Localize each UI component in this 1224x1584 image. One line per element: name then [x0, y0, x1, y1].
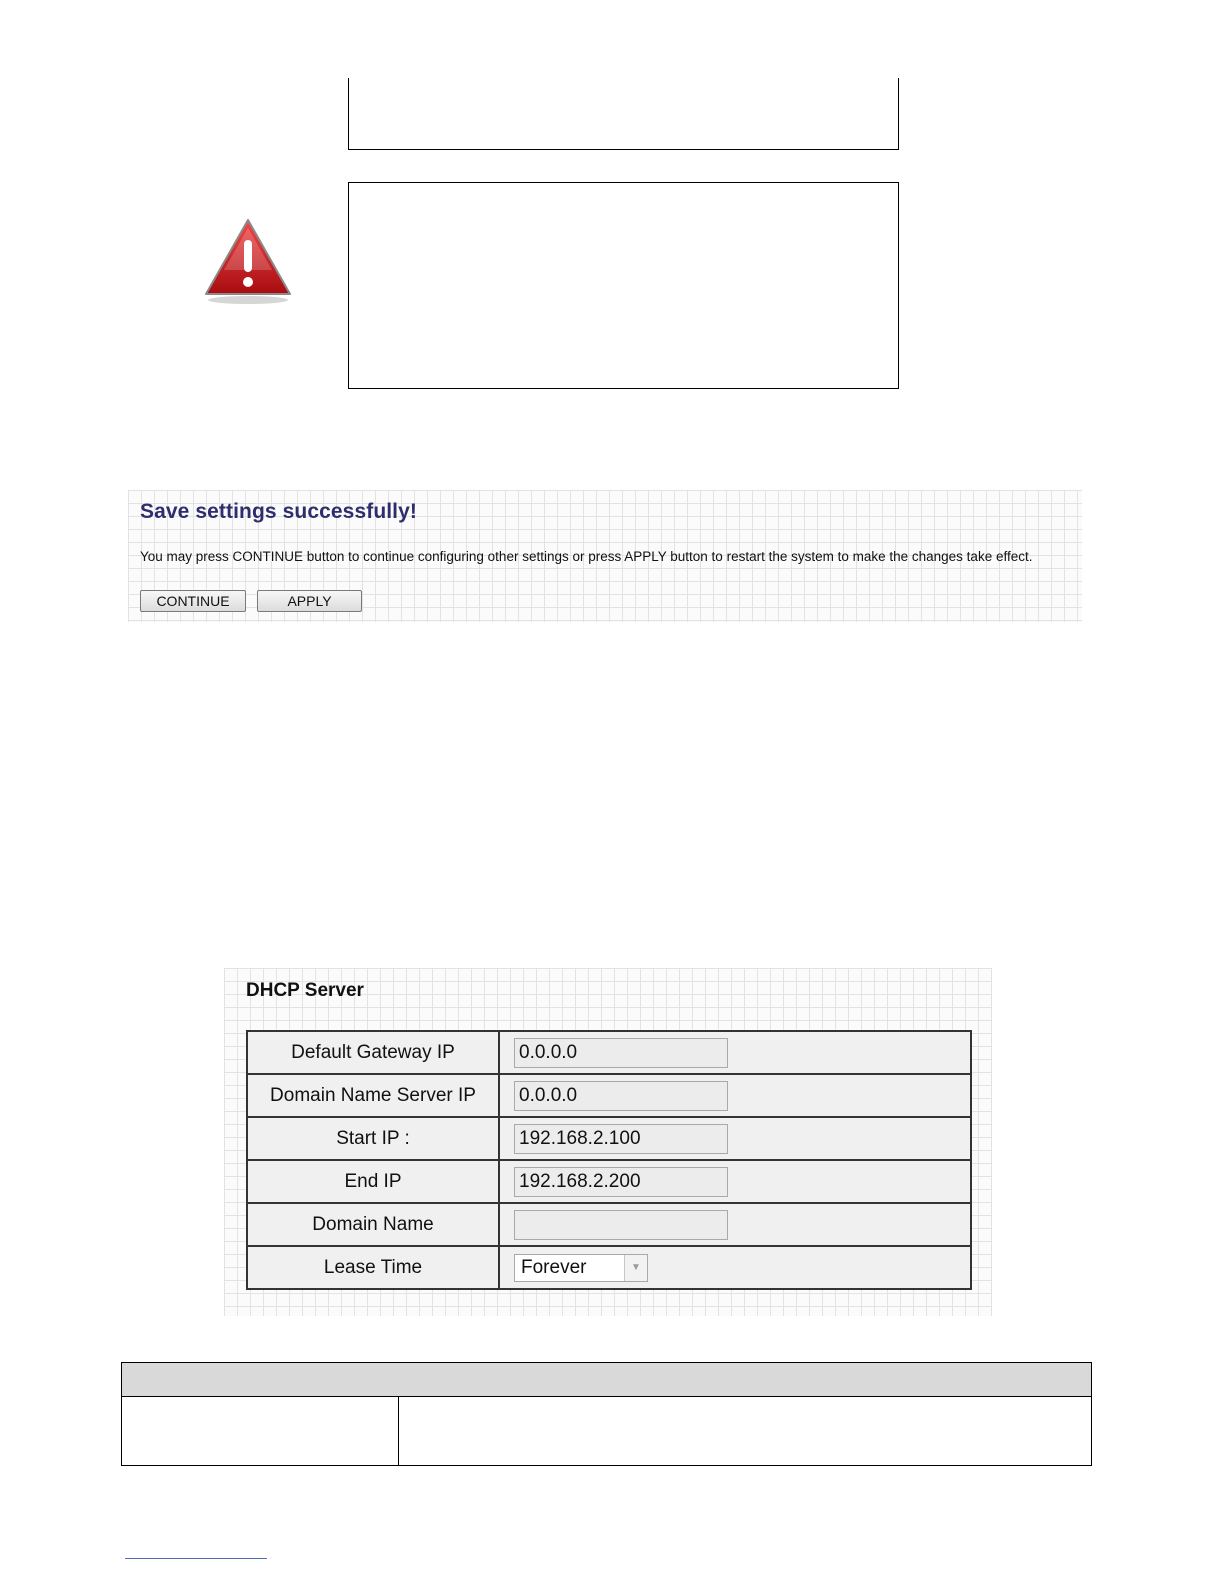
apply-button[interactable]: APPLY: [257, 590, 362, 612]
continue-button[interactable]: CONTINUE: [140, 590, 246, 612]
table-row: [247, 1074, 971, 1117]
description-cell-name: [122, 1397, 399, 1466]
description-table-header: [122, 1363, 1092, 1397]
table-row: [247, 1117, 971, 1160]
description-table: [121, 1362, 1092, 1466]
default-gateway-input[interactable]: 0.0.0.0: [514, 1038, 728, 1068]
dns-server-input[interactable]: 0.0.0.0: [514, 1081, 728, 1111]
lease-time-label: Lease Time: [247, 1246, 499, 1289]
chevron-down-icon[interactable]: ▼: [624, 1255, 647, 1281]
save-success-title: Save settings successfully!: [140, 500, 417, 523]
dhcp-server-title: DHCP Server: [246, 980, 364, 1001]
footer-divider: [125, 1558, 267, 1559]
table-row: [247, 1031, 971, 1074]
table-row: [247, 1160, 971, 1203]
save-success-message: You may press CONTINUE button to continue configuring other settings or press APPLY button to restart the system to make the changes take effect.: [140, 549, 1033, 564]
domain-name-label: Domain Name: [247, 1203, 499, 1246]
start-ip-input[interactable]: 192.168.2.100: [514, 1124, 728, 1154]
top-note-box: [348, 78, 899, 150]
table-row: [247, 1203, 971, 1246]
end-ip-input[interactable]: 192.168.2.200: [514, 1167, 728, 1197]
description-cell-text: [399, 1397, 1092, 1466]
dhcp-server-panel: [224, 968, 992, 1316]
dns-server-label: Domain Name Server IP: [247, 1074, 499, 1117]
start-ip-label: Start IP :: [247, 1117, 499, 1160]
default-gateway-label: Default Gateway IP: [247, 1031, 499, 1074]
lease-time-select[interactable]: [514, 1254, 648, 1282]
warning-triangle-icon: [202, 216, 294, 308]
lease-time-value: Forever: [521, 1256, 587, 1278]
domain-name-input[interactable]: [514, 1210, 728, 1240]
table-row: [122, 1397, 1092, 1466]
warning-note-box: [348, 182, 899, 389]
table-row: [247, 1246, 971, 1289]
end-ip-label: End IP: [247, 1160, 499, 1203]
dhcp-settings-table: [246, 1030, 972, 1290]
save-settings-panel: [128, 490, 1082, 622]
